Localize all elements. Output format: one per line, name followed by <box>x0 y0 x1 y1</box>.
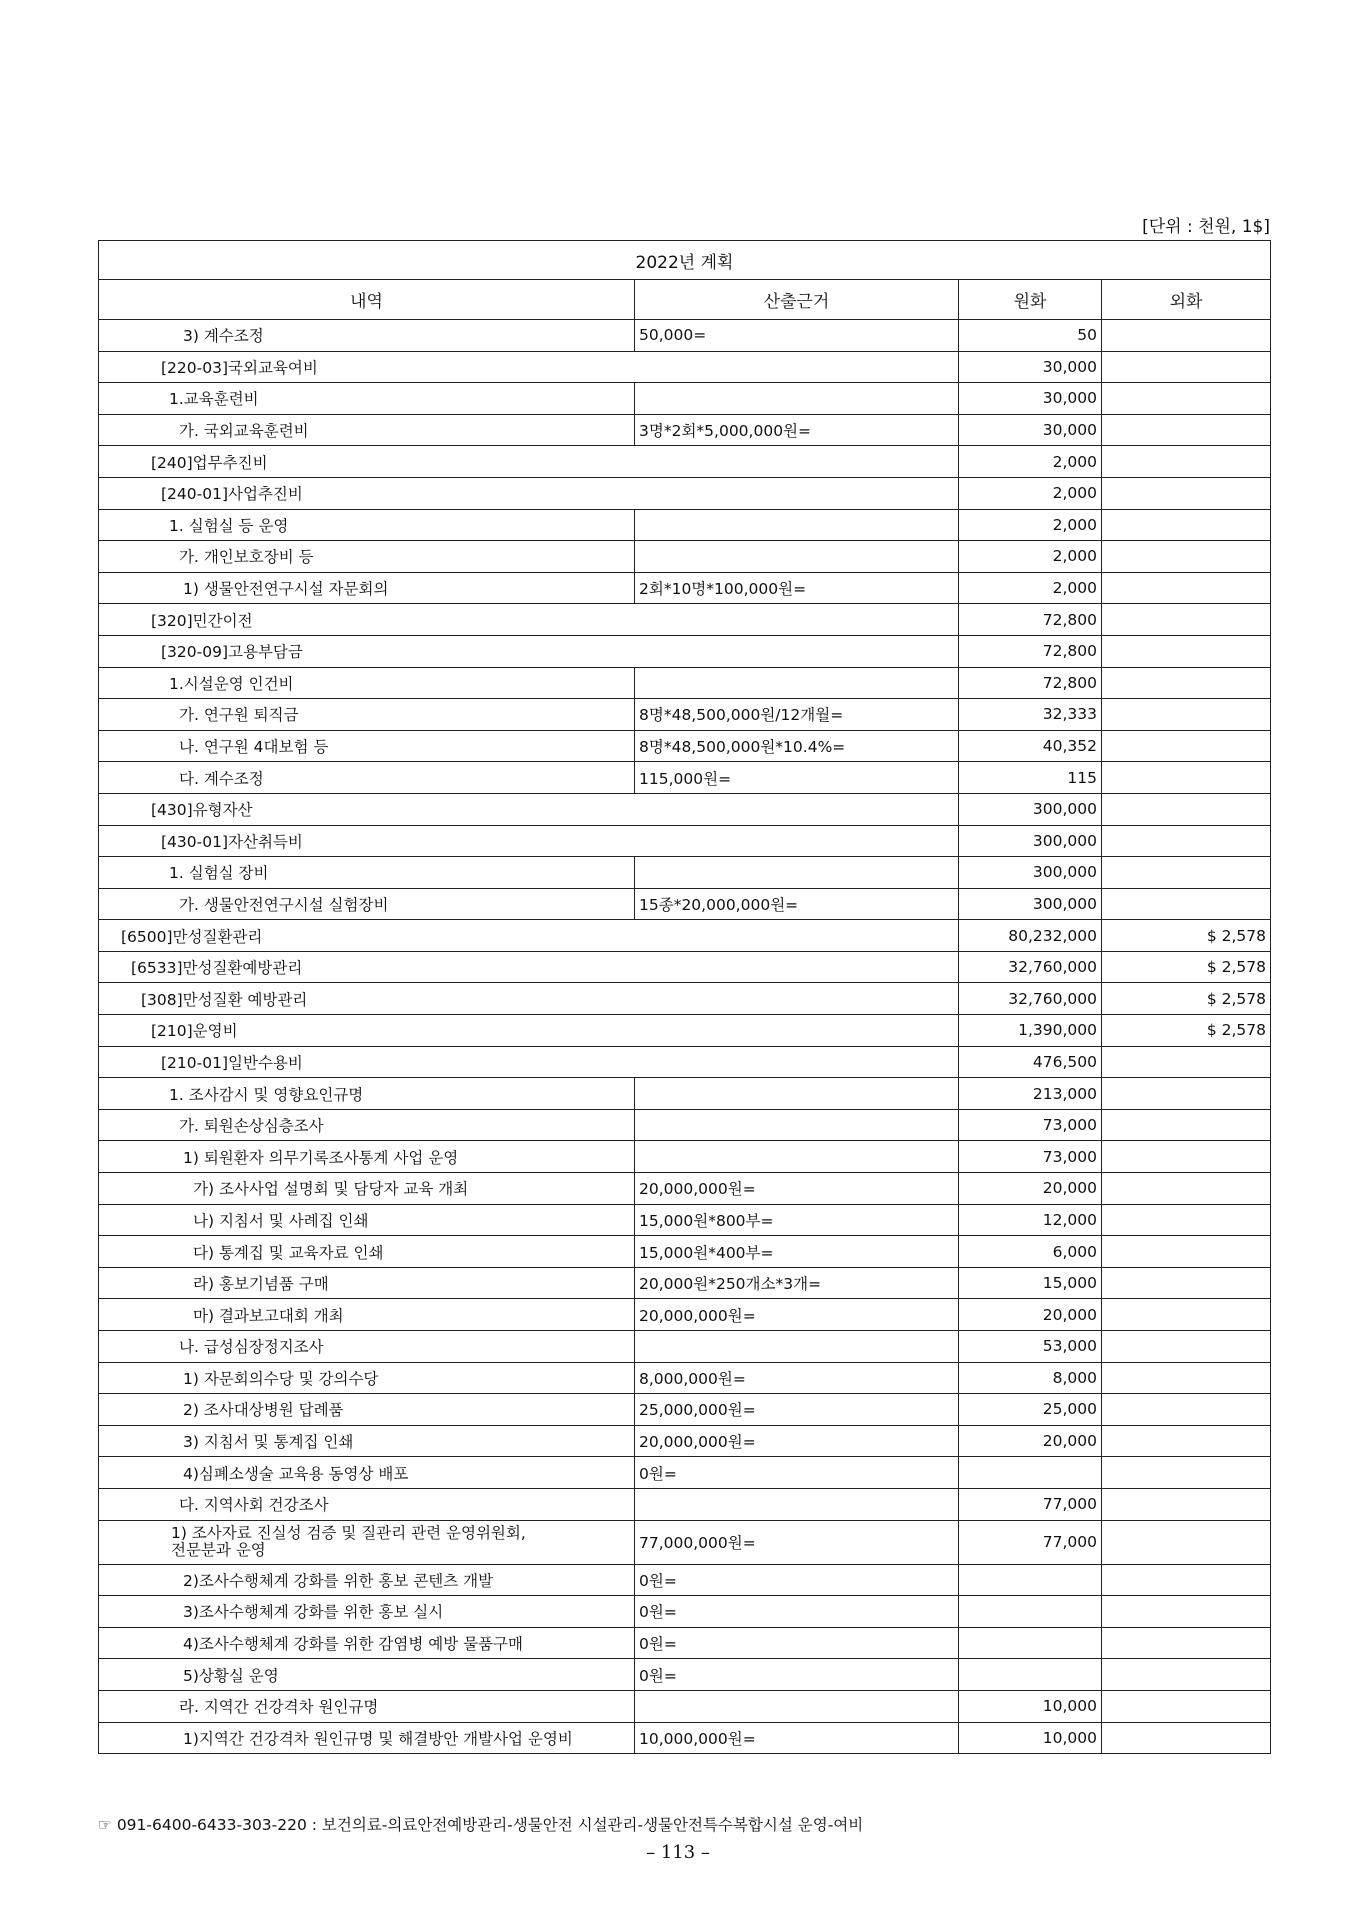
page-number: – 113 – <box>646 1842 710 1863</box>
row-fx: $ 2,578 <box>1102 951 1271 983</box>
table-row <box>99 1015 1271 1047</box>
row-krw: 72,800 <box>959 604 1102 636</box>
row-fx <box>1102 604 1271 636</box>
row-item: 가. 생물안전연구시설 실험장비 <box>99 888 635 920</box>
row-basis: 2회*10명*100,000원= <box>635 572 959 604</box>
header-basis: 산출근거 <box>635 280 959 320</box>
table-row <box>99 1596 1271 1628</box>
row-krw: 213,000 <box>959 1078 1102 1110</box>
table-row <box>99 951 1271 983</box>
row-item: [430-01]자산취득비 <box>99 825 959 857</box>
row-fx <box>1102 446 1271 478</box>
row-item: 1. 실험실 등 운영 <box>99 509 635 541</box>
row-fx <box>1102 667 1271 699</box>
table-row <box>99 730 1271 762</box>
row-fx <box>1102 1457 1271 1489</box>
row-basis <box>635 1109 959 1141</box>
row-item: [240-01]사업추진비 <box>99 477 959 509</box>
row-item <box>99 1520 635 1564</box>
row-fx <box>1102 572 1271 604</box>
row-fx <box>1102 699 1271 731</box>
row-item: [320]민간이전 <box>99 604 959 636</box>
row-item: 1)지역간 건강격차 원인규명 및 해결방안 개발사업 운영비 <box>99 1722 635 1754</box>
row-basis <box>635 509 959 541</box>
row-basis: 3명*2회*5,000,000원= <box>635 414 959 446</box>
table-title: 2022년 계획 <box>99 241 1271 280</box>
row-item: 나) 지침서 및 사례집 인쇄 <box>99 1204 635 1236</box>
row-item: 다. 지역사회 건강조사 <box>99 1488 635 1520</box>
row-krw: 72,800 <box>959 635 1102 667</box>
row-item: [210-01]일반수용비 <box>99 1046 959 1078</box>
row-item: 1.시설운영 인건비 <box>99 667 635 699</box>
row-basis: 8명*48,500,000원/12개월= <box>635 699 959 731</box>
row-item: [220-03]국외교육여비 <box>99 351 959 383</box>
table-row <box>99 667 1271 699</box>
table-row <box>99 572 1271 604</box>
row-item: 마) 결과보고대회 개최 <box>99 1299 635 1331</box>
row-item: 나. 급성심장정지조사 <box>99 1331 635 1363</box>
row-fx <box>1102 1362 1271 1394</box>
row-basis: 50,000= <box>635 320 959 352</box>
header-item: 내역 <box>99 280 635 320</box>
row-item: 가. 국외교육훈련비 <box>99 414 635 446</box>
table-row <box>99 509 1271 541</box>
table-row <box>99 414 1271 446</box>
row-fx <box>1102 1722 1271 1754</box>
row-krw: 40,352 <box>959 730 1102 762</box>
row-item: [308]만성질환 예방관리 <box>99 983 959 1015</box>
row-krw: 300,000 <box>959 857 1102 889</box>
row-basis <box>635 667 959 699</box>
row-basis: 15종*20,000,000원= <box>635 888 959 920</box>
row-krw: 300,000 <box>959 793 1102 825</box>
row-basis: 0원= <box>635 1659 959 1691</box>
row-krw: 30,000 <box>959 383 1102 415</box>
row-basis: 8명*48,500,000원*10.4%= <box>635 730 959 762</box>
row-fx: $ 2,578 <box>1102 1015 1271 1047</box>
row-krw: 80,232,000 <box>959 920 1102 952</box>
row-krw: 2,000 <box>959 541 1102 573</box>
table-row <box>99 446 1271 478</box>
row-item: 다) 통계집 및 교육자료 인쇄 <box>99 1236 635 1268</box>
row-fx <box>1102 1078 1271 1110</box>
table-row <box>99 1690 1271 1722</box>
row-basis: 25,000,000원= <box>635 1394 959 1426</box>
row-fx <box>1102 857 1271 889</box>
row-item: 1.교육훈련비 <box>99 383 635 415</box>
row-krw: 73,000 <box>959 1109 1102 1141</box>
row-item: [430]유형자산 <box>99 793 959 825</box>
table-row <box>99 762 1271 794</box>
row-item: 가. 개인보호장비 등 <box>99 541 635 573</box>
table-row <box>99 1457 1271 1489</box>
row-fx: $ 2,578 <box>1102 920 1271 952</box>
row-krw: 20,000 <box>959 1299 1102 1331</box>
row-fx <box>1102 541 1271 573</box>
table-row <box>99 1204 1271 1236</box>
row-basis: 0원= <box>635 1564 959 1596</box>
row-krw: 77,000 <box>959 1488 1102 1520</box>
row-fx <box>1102 762 1271 794</box>
row-fx <box>1102 1596 1271 1628</box>
row-item: 4)심폐소생술 교육용 동영상 배포 <box>99 1457 635 1489</box>
row-krw <box>959 1596 1102 1628</box>
row-basis: 15,000원*800부= <box>635 1204 959 1236</box>
table-row <box>99 1425 1271 1457</box>
row-fx <box>1102 730 1271 762</box>
table-row <box>99 857 1271 889</box>
row-fx <box>1102 1299 1271 1331</box>
row-fx <box>1102 1141 1271 1173</box>
table-row <box>99 825 1271 857</box>
row-fx <box>1102 1204 1271 1236</box>
row-krw: 72,800 <box>959 667 1102 699</box>
row-krw: 8,000 <box>959 1362 1102 1394</box>
table-row <box>99 383 1271 415</box>
row-krw: 1,390,000 <box>959 1015 1102 1047</box>
row-item: 가. 연구원 퇴직금 <box>99 699 635 731</box>
row-item: 가) 조사사업 설명회 및 담당자 교육 개최 <box>99 1173 635 1205</box>
row-fx <box>1102 1394 1271 1426</box>
table-row <box>99 1362 1271 1394</box>
row-item: 가. 퇴원손상심층조사 <box>99 1109 635 1141</box>
row-fx <box>1102 1267 1271 1299</box>
row-krw: 20,000 <box>959 1173 1102 1205</box>
table-row <box>99 1046 1271 1078</box>
row-krw: 300,000 <box>959 888 1102 920</box>
row-krw: 77,000 <box>959 1520 1102 1564</box>
row-item: 1. 조사감시 및 영향요인규명 <box>99 1078 635 1110</box>
table-row <box>99 1299 1271 1331</box>
header-krw: 원화 <box>959 280 1102 320</box>
row-basis: 15,000원*400부= <box>635 1236 959 1268</box>
table-row <box>99 1236 1271 1268</box>
header-fx: 외화 <box>1102 280 1271 320</box>
row-item: 3)조사수행체계 강화를 위한 홍보 실시 <box>99 1596 635 1628</box>
table-row <box>99 604 1271 636</box>
row-krw <box>959 1564 1102 1596</box>
table-row <box>99 1394 1271 1426</box>
row-fx <box>1102 1046 1271 1078</box>
table-row <box>99 1627 1271 1659</box>
footer-note: ☞ 091-6400-6433-303-220 : 보건의료-의료안전예방관리-생물안전 시설관리-생물안전특수복합시설 운영-여비 <box>98 1816 864 1834</box>
row-fx <box>1102 1236 1271 1268</box>
row-krw: 6,000 <box>959 1236 1102 1268</box>
row-fx <box>1102 1690 1271 1722</box>
row-basis: 0원= <box>635 1627 959 1659</box>
row-item: 1) 자문회의수당 및 강의수당 <box>99 1362 635 1394</box>
row-item: [240]업무추진비 <box>99 446 959 478</box>
row-item: [6500]만성질환관리 <box>99 920 959 952</box>
unit-label: [단위 : 천원, 1$] <box>1142 217 1270 237</box>
table-row <box>99 888 1271 920</box>
row-krw <box>959 1659 1102 1691</box>
row-krw: 50 <box>959 320 1102 352</box>
row-krw: 476,500 <box>959 1046 1102 1078</box>
row-krw: 32,760,000 <box>959 983 1102 1015</box>
row-fx <box>1102 1488 1271 1520</box>
row-fx <box>1102 351 1271 383</box>
row-fx <box>1102 1520 1271 1564</box>
table-row <box>99 1520 1271 1564</box>
row-krw: 20,000 <box>959 1425 1102 1457</box>
row-krw <box>959 1627 1102 1659</box>
row-item-text: 1) 조사자료 진실성 검증 및 질관리 관련 운영위원회, 전문분과 운영 <box>171 1524 526 1560</box>
row-basis: 8,000,000원= <box>635 1362 959 1394</box>
row-item: 라. 지역간 건강격차 원인규명 <box>99 1690 635 1722</box>
row-basis <box>635 1078 959 1110</box>
row-basis: 20,000,000원= <box>635 1299 959 1331</box>
row-item: [320-09]고용부담금 <box>99 635 959 667</box>
row-basis <box>635 1488 959 1520</box>
row-fx <box>1102 477 1271 509</box>
row-krw: 73,000 <box>959 1141 1102 1173</box>
row-item: 나. 연구원 4대보험 등 <box>99 730 635 762</box>
table-row <box>99 1488 1271 1520</box>
row-fx <box>1102 1109 1271 1141</box>
row-fx <box>1102 793 1271 825</box>
row-basis: 0원= <box>635 1596 959 1628</box>
table-row <box>99 1267 1271 1299</box>
row-krw: 32,760,000 <box>959 951 1102 983</box>
row-basis: 20,000,000원= <box>635 1425 959 1457</box>
table-row <box>99 1109 1271 1141</box>
row-item: 1) 생물안전연구시설 자문회의 <box>99 572 635 604</box>
row-krw: 12,000 <box>959 1204 1102 1236</box>
row-basis: 115,000원= <box>635 762 959 794</box>
table-row <box>99 320 1271 352</box>
row-fx <box>1102 1564 1271 1596</box>
row-item: 1) 퇴원환자 의무기록조사통계 사업 운영 <box>99 1141 635 1173</box>
row-basis <box>635 383 959 415</box>
table-row <box>99 635 1271 667</box>
row-fx <box>1102 1627 1271 1659</box>
row-item: [6533]만성질환예방관리 <box>99 951 959 983</box>
row-item: 3) 계수조정 <box>99 320 635 352</box>
row-krw: 30,000 <box>959 351 1102 383</box>
row-krw: 2,000 <box>959 572 1102 604</box>
row-basis: 0원= <box>635 1457 959 1489</box>
row-krw: 2,000 <box>959 509 1102 541</box>
row-krw: 2,000 <box>959 477 1102 509</box>
row-krw: 32,333 <box>959 699 1102 731</box>
row-item: 1. 실험실 장비 <box>99 857 635 889</box>
table-row <box>99 1659 1271 1691</box>
row-fx <box>1102 635 1271 667</box>
row-krw: 25,000 <box>959 1394 1102 1426</box>
row-fx: $ 2,578 <box>1102 983 1271 1015</box>
table-row <box>99 351 1271 383</box>
table-row <box>99 699 1271 731</box>
row-basis <box>635 541 959 573</box>
row-krw: 115 <box>959 762 1102 794</box>
row-krw: 15,000 <box>959 1267 1102 1299</box>
table-row <box>99 1078 1271 1110</box>
row-fx <box>1102 1331 1271 1363</box>
row-basis: 20,000,000원= <box>635 1173 959 1205</box>
row-fx <box>1102 509 1271 541</box>
row-item: 5)상황실 운영 <box>99 1659 635 1691</box>
row-fx <box>1102 414 1271 446</box>
row-krw: 10,000 <box>959 1690 1102 1722</box>
row-fx <box>1102 1659 1271 1691</box>
table-row <box>99 541 1271 573</box>
row-item: 4)조사수행체계 강화를 위한 감염병 예방 물품구매 <box>99 1627 635 1659</box>
row-basis <box>635 1141 959 1173</box>
row-basis <box>635 857 959 889</box>
row-item: [210]운영비 <box>99 1015 959 1047</box>
row-basis: 10,000,000원= <box>635 1722 959 1754</box>
row-item: 3) 지침서 및 통계집 인쇄 <box>99 1425 635 1457</box>
row-basis <box>635 1331 959 1363</box>
row-krw: 30,000 <box>959 414 1102 446</box>
table-row <box>99 983 1271 1015</box>
row-krw <box>959 1457 1102 1489</box>
row-krw: 2,000 <box>959 446 1102 478</box>
row-basis: 77,000,000원= <box>635 1520 959 1564</box>
row-fx <box>1102 320 1271 352</box>
budget-table <box>98 240 1271 1754</box>
table-row <box>99 1564 1271 1596</box>
row-basis <box>635 1690 959 1722</box>
row-item: 라) 홍보기념품 구매 <box>99 1267 635 1299</box>
table-row <box>99 1141 1271 1173</box>
table-row <box>99 1331 1271 1363</box>
row-fx <box>1102 383 1271 415</box>
table-row <box>99 1173 1271 1205</box>
row-krw: 10,000 <box>959 1722 1102 1754</box>
row-fx <box>1102 1173 1271 1205</box>
table-row <box>99 793 1271 825</box>
row-fx <box>1102 825 1271 857</box>
row-item: 다. 계수조정 <box>99 762 635 794</box>
row-fx <box>1102 888 1271 920</box>
row-krw: 53,000 <box>959 1331 1102 1363</box>
table-row <box>99 477 1271 509</box>
row-basis: 20,000원*250개소*3개= <box>635 1267 959 1299</box>
table-row <box>99 920 1271 952</box>
row-item: 2) 조사대상병원 답례품 <box>99 1394 635 1426</box>
table-row <box>99 1722 1271 1754</box>
row-item: 2)조사수행체계 강화를 위한 홍보 콘텐츠 개발 <box>99 1564 635 1596</box>
row-fx <box>1102 1425 1271 1457</box>
row-krw: 300,000 <box>959 825 1102 857</box>
